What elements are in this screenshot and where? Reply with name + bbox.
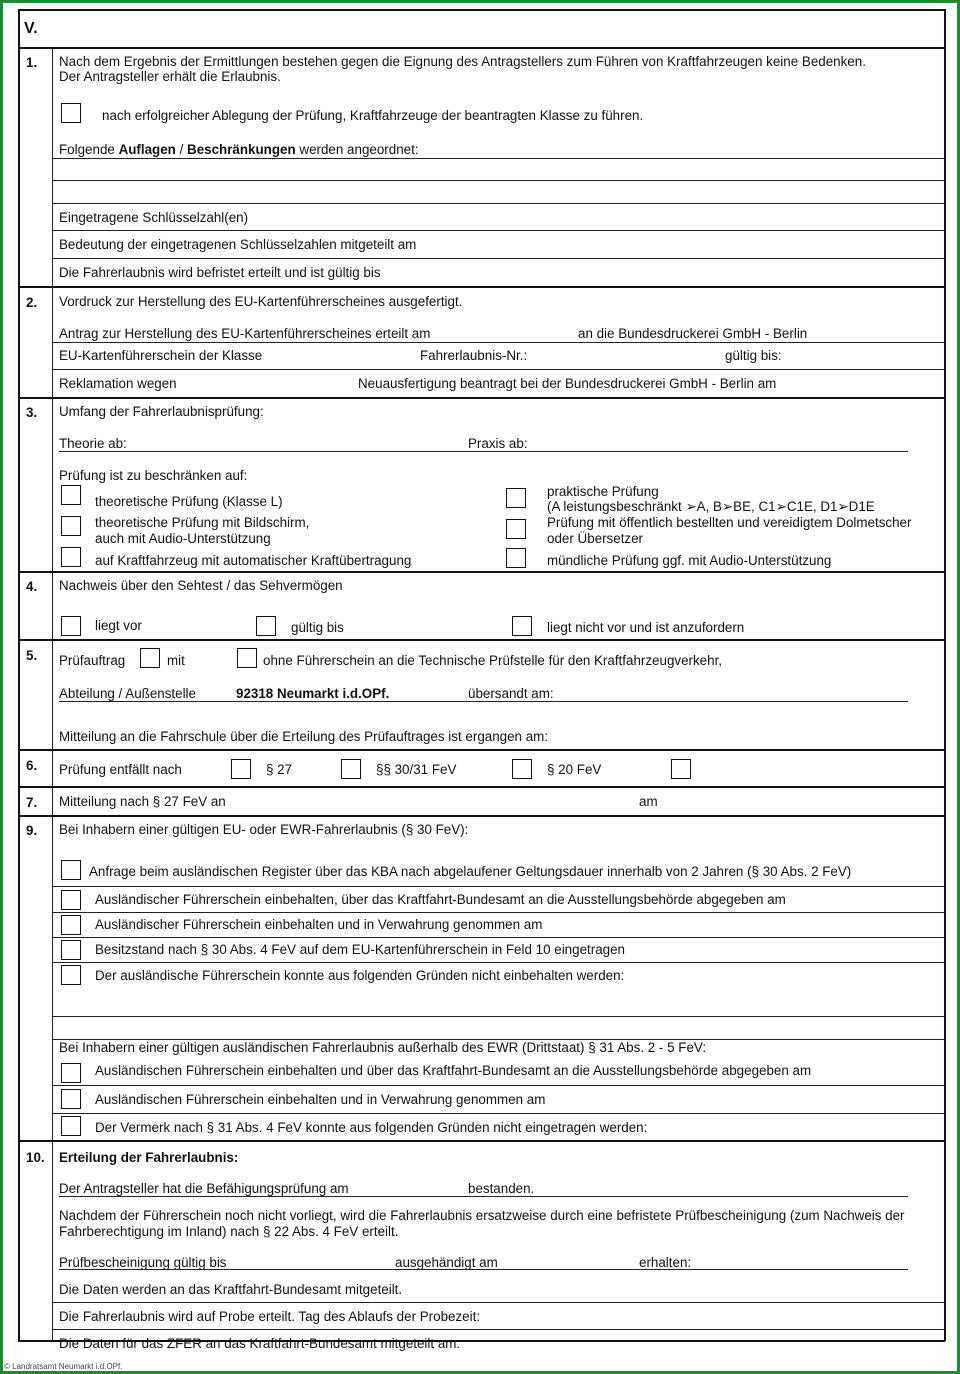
row-line: [52, 1329, 944, 1330]
section-5-number: 5.: [26, 648, 38, 663]
checkbox-automatik[interactable]: [61, 547, 81, 567]
label-theorie-l: theoretische Prüfung (Klasse L): [95, 494, 283, 509]
row-line: [52, 342, 944, 343]
label-ohne: ohne Führerschein an die Technische Prüfstelle für den Kraftfahrzeugverkehr,: [263, 653, 723, 668]
bedeutung-label: Bedeutung der eingetragenen Schlüsselzahlen mitgeteilt am: [59, 237, 417, 252]
mitteilung-27-label: Mitteilung nach § 27 FeV an: [59, 794, 226, 809]
section-7-number: 7.: [26, 795, 38, 810]
theorie-label: Theorie ab:: [59, 436, 127, 451]
row-line: [52, 230, 944, 231]
checkbox-pruefung[interactable]: [61, 103, 81, 123]
label-anfrage: Anfrage beim ausländischen Register über das KBA nach abgelaufener Geltungsdauer innerhalb von 2 Jahren (§ 30 Abs. 2 FeV): [89, 864, 852, 879]
checkbox-besitzstand[interactable]: [61, 940, 81, 960]
pb-gueltig-label: Prüfbescheinigung gültig bis: [59, 1255, 227, 1270]
table-top-border: [18, 9, 945, 11]
sec1-intro-line2: Der Antragsteller erhält die Erlaubnis.: [59, 69, 281, 84]
section-9-number: 9.: [26, 823, 38, 838]
section-divider: [18, 397, 945, 399]
bestanden-label: bestanden.: [468, 1181, 535, 1196]
bundesdruckerei-label: an die Bundesdruckerei GmbH - Berlin: [578, 326, 808, 341]
row-line: [52, 1302, 944, 1303]
label-automatik: auf Kraftfahrzeug mit automatischer Kraftübertragung: [95, 553, 412, 568]
label-mit: mit: [167, 653, 185, 668]
checkbox-p3031[interactable]: [341, 759, 361, 779]
section-1-number: 1.: [26, 55, 38, 70]
section-3-number: 3.: [26, 405, 38, 420]
checkbox-praktisch[interactable]: [506, 488, 526, 508]
checkbox-ohne[interactable]: [237, 648, 257, 668]
label-vermerk: Der Vermerk nach § 31 Abs. 4 FeV konnte aus folgenden Gründen nicht eingetragen werden:: [95, 1120, 648, 1135]
antrag-label: Antrag zur Herstellung des EU-Kartenführerscheines erteilt am: [59, 326, 431, 341]
praxis-label: Praxis ab:: [468, 436, 528, 451]
label-einbehalten-kba: Ausländischer Führerschein einbehalten, über das Kraftfahrt-Bundesamt an die Ausstellungsbehörde abgegeben am: [95, 892, 786, 907]
gueltig-bis-label: gültig bis:: [725, 348, 782, 363]
label-gueltig-bis: gültig bis: [291, 620, 344, 635]
row-line: [52, 937, 944, 938]
label-p27: § 27: [266, 762, 293, 777]
befaehigung-label: Der Antragsteller hat die Befähigungsprüfung am: [59, 1181, 349, 1196]
eu-ewr-heading: Bei Inhabern einer gültigen EU- oder EWR-Fahrerlaubnis (§ 30 FeV):: [59, 822, 469, 837]
row-line: [52, 962, 944, 963]
auflagen-label: Folgende Auflagen / Beschränkungen werden angeordnet:: [59, 142, 419, 157]
label-liegt-nicht-vor: liegt nicht vor und ist anzufordern: [547, 620, 745, 635]
befristet-label: Die Fahrerlaubnis wird befristet erteilt und ist gültig bis: [59, 265, 381, 280]
label-praktisch-1: praktische Prüfung: [547, 484, 659, 499]
erteilung-heading: Erteilung der Fahrerlaubnis:: [59, 1150, 239, 1165]
checkbox-muendlich[interactable]: [506, 548, 526, 568]
section-divider: [18, 286, 945, 288]
beschraenken-label: Prüfung ist zu beschränken auf:: [59, 468, 248, 483]
label-dolmetscher-2: oder Übersetzer: [547, 531, 644, 546]
checkbox-theorie-l[interactable]: [61, 485, 81, 505]
schluesselzahl-label: Eingetragene Schlüsselzahl(en): [59, 210, 249, 225]
mitteilung-27-am-label: am: [639, 794, 658, 809]
ort-label: 92318 Neumarkt i.d.OPf.: [236, 686, 390, 701]
label-besitzstand: Besitzstand nach § 30 Abs. 4 FeV auf dem EU-Kartenführerschein in Feld 10 eingetragen: [95, 942, 625, 957]
header-divider: [18, 47, 945, 49]
checkbox-einbehalten-verwahrung[interactable]: [61, 915, 81, 935]
checkbox-einbehalten-kba[interactable]: [61, 890, 81, 910]
checkbox-drittstaat-verwahrung[interactable]: [61, 1089, 81, 1109]
sehtest-label: Nachweis über den Sehtest / das Sehvermögen: [59, 578, 343, 593]
abteilung-label: Abteilung / Außenstelle: [59, 686, 196, 701]
nachdem-line2: Fahrberechtigung im Inland) nach § 22 Abs. 4 FeV erteilt.: [59, 1224, 399, 1239]
klasse-label: EU-Kartenführerschein der Klasse: [59, 348, 263, 363]
checkbox-theorie-bildschirm[interactable]: [61, 516, 81, 536]
roman-heading: V.: [24, 20, 38, 37]
label-drittstaat-verwahrung: Ausländischen Führerschein einbehalten und in Verwahrung genommen am: [95, 1092, 546, 1107]
section-divider: [18, 786, 945, 788]
label-theorie-bildschirm-1: theoretische Prüfung mit Bildschirm,: [95, 515, 310, 530]
row-line: [52, 158, 944, 159]
theorie-praxis-fill-line[interactable]: [59, 451, 908, 452]
nachdem-line1: Nachdem der Führerschein noch nicht vorliegt, wird die Fahrerlaubnis ersatzweise durch eine befristete Prüfbescheinigung (zum Nachweis der: [59, 1208, 905, 1223]
entfaellt-label: Prüfung entfällt nach: [59, 762, 182, 777]
checkbox-mit[interactable]: [140, 648, 160, 668]
checkbox-p20[interactable]: [512, 759, 532, 779]
umfang-label: Umfang der Fahrerlaubnisprüfung:: [59, 404, 264, 419]
checkbox-nicht-einbehalten[interactable]: [61, 965, 81, 985]
pruefbescheinigung-fill-line[interactable]: [59, 1269, 908, 1270]
label-pruefung: nach erfolgreicher Ablegung der Prüfung, Kraftfahrzeuge der beantragten Klasse zu führen.: [102, 108, 644, 123]
checkbox-dolmetscher[interactable]: [506, 519, 526, 539]
section-4-number: 4.: [26, 579, 38, 594]
label-praktisch-2: (A leistungsbeschränkt ➢A, B➢BE, C1➢C1E, D1➢D1E: [547, 499, 875, 514]
section-divider: [18, 1140, 945, 1142]
label-muendlich: mündliche Prüfung ggf. mit Audio-Unterstützung: [547, 553, 832, 568]
checkbox-liegt-vor[interactable]: [61, 616, 81, 636]
row-line: [52, 912, 944, 913]
label-theorie-bildschirm-2: auch mit Audio-Unterstützung: [95, 531, 271, 546]
footer-copyright: © Landratsamt Neumarkt i.d.OPf.: [4, 1362, 123, 1371]
uebersandt-label: übersandt am:: [468, 686, 554, 701]
row-line: [52, 1113, 944, 1114]
row-line: [52, 203, 944, 204]
fahrerlaubnis-nr-label: Fahrerlaubnis-Nr.:: [420, 348, 528, 363]
section-6-number: 6.: [26, 758, 38, 773]
section-2-number: 2.: [26, 295, 38, 310]
erhalten-label: erhalten:: [639, 1255, 692, 1270]
row-line: [52, 1016, 944, 1017]
checkbox-drittstaat-kba[interactable]: [61, 1063, 81, 1083]
reklamation-label: Reklamation wegen: [59, 376, 177, 391]
fahrschule-mitteilung-label: Mitteilung an die Fahrschule über die Erteilung des Prüfauftrages ist ergangen am:: [59, 729, 549, 744]
label-p20: § 20 FeV: [547, 762, 602, 777]
label-einbehalten-verwahrung: Ausländischer Führerschein einbehalten und in Verwahrung genommen am: [95, 917, 543, 932]
checkbox-anfrage[interactable]: [61, 860, 81, 880]
zfer-label: Die Daten für das ZFER an das Kraftfahrt-Bundesamt mitgeteilt am:: [59, 1336, 461, 1351]
abteilung-fill-line[interactable]: [59, 701, 908, 702]
row-line: [52, 886, 944, 887]
neuausfertigung-label: Neuausfertigung beantragt bei der Bundesdruckerei GmbH - Berlin am: [358, 376, 777, 391]
checkbox-gueltig-bis[interactable]: [256, 616, 276, 636]
label-dolmetscher-1: Prüfung mit öffentlich bestellten und vereidigtem Dolmetscher: [547, 515, 912, 530]
section-divider: [18, 639, 945, 641]
number-column-divider: [52, 48, 53, 1340]
label-drittstaat-kba: Ausländischen Führerschein einbehalten und über das Kraftfahrt-Bundesamt an die Ausstellungsbehörde abgegeben am: [95, 1063, 812, 1078]
row-line: [52, 180, 944, 181]
sec1-intro-line1: Nach dem Ergebnis der Ermittlungen bestehen gegen die Eignung des Antragstellers zum Führen von Kraftfahrzeugen keine Bedenken.: [59, 54, 866, 69]
befaehigung-fill-line[interactable]: [59, 1196, 908, 1197]
drittstaat-heading: Bei Inhabern einer gültigen ausländischen Fahrerlaubnis außerhalb des EWR (Drittstaat) § 31 Abs. 2 - 5 FeV:: [59, 1040, 707, 1055]
row-line: [52, 369, 944, 370]
label-nicht-einbehalten: Der ausländische Führerschein konnte aus folgenden Gründen nicht einbehalten werden:: [95, 968, 625, 983]
daten-kba-label: Die Daten werden an das Kraftfahrt-Bundesamt mitgeteilt.: [59, 1282, 403, 1297]
section-divider: [18, 815, 945, 817]
probe-label: Die Fahrerlaubnis wird auf Probe erteilt. Tag des Ablaufs der Probezeit:: [59, 1309, 481, 1324]
section-10-number: 10.: [26, 1150, 45, 1165]
checkbox-vermerk[interactable]: [61, 1116, 81, 1136]
vordruck-label: Vordruck zur Herstellung des EU-Kartenführerscheines ausgefertigt.: [59, 294, 463, 309]
label-p3031: §§ 30/31 FeV: [376, 762, 457, 777]
row-line: [52, 258, 944, 259]
label-liegt-vor: liegt vor: [95, 618, 142, 633]
checkbox-liegt-nicht-vor[interactable]: [512, 616, 532, 636]
section-divider: [18, 571, 945, 573]
row-line: [52, 1085, 944, 1086]
checkbox-p27[interactable]: [231, 759, 251, 779]
ausgehaendigt-label: ausgehändigt am: [395, 1255, 498, 1270]
section-divider: [18, 749, 945, 751]
pruefauftrag-label: Prüfauftrag: [59, 653, 126, 668]
checkbox-p20-extra[interactable]: [671, 759, 691, 779]
